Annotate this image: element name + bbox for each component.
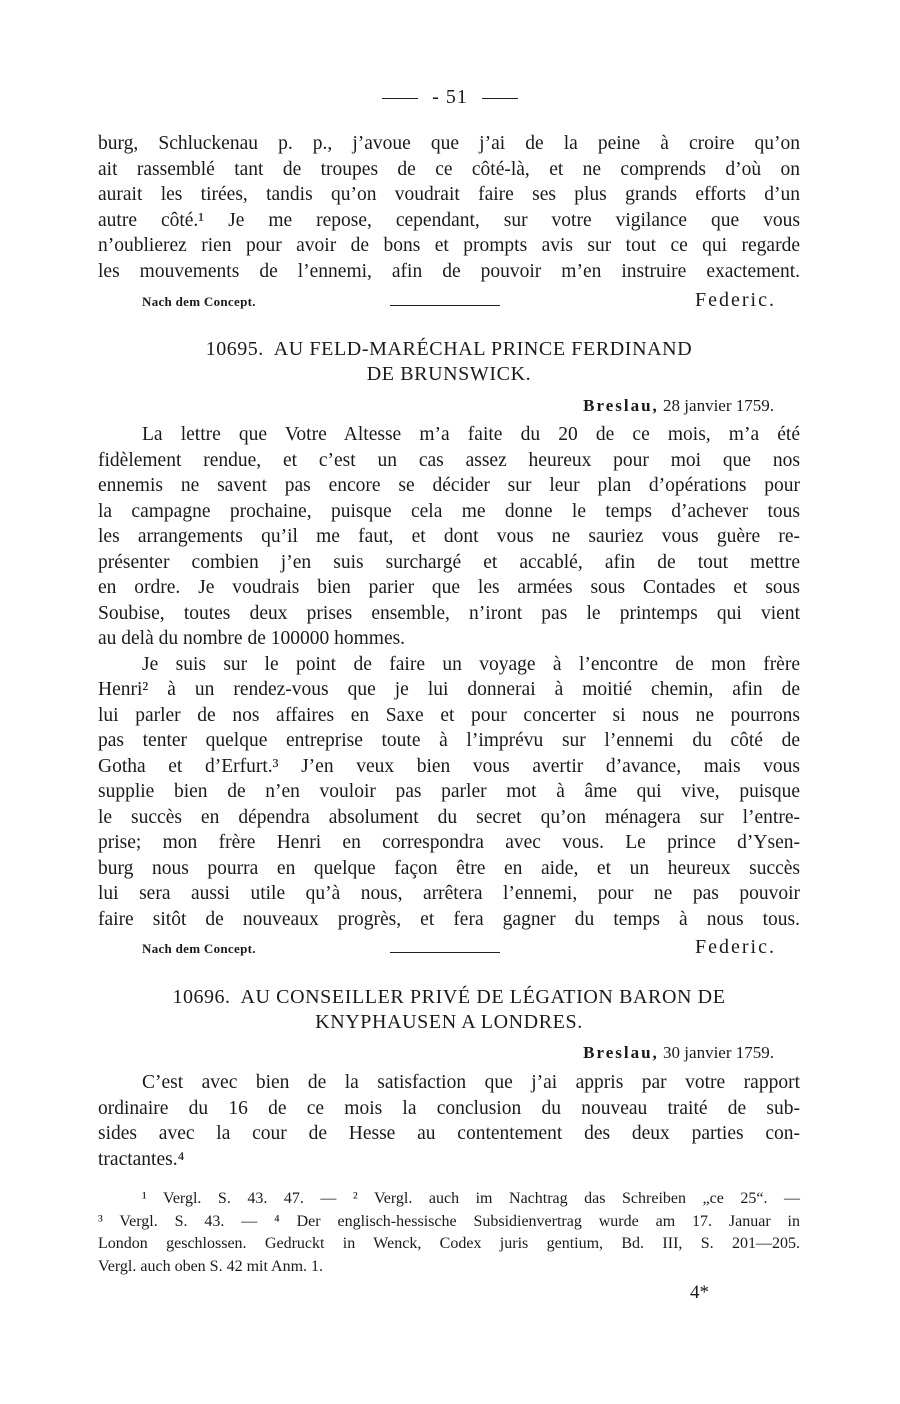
letter-2-title-line-2: DE BRUNSWICK. (366, 363, 532, 385)
text-line: les arrangements qu’il me faut, et dont vous ne sauriez vous guère re- (98, 526, 800, 547)
text-line: faire sitôt de nouveaux progrès, et fera gagner du temps à nous tous. (98, 908, 800, 930)
footnote-line: ¹ Vergl. S. 43. 47. — ² Vergl. auch im Nachtrag das Schreiben „ce 25“. — (142, 1190, 800, 1207)
text-line: Je suis sur le point de faire un voyage à l’encontre de mon frère (142, 653, 800, 675)
letter-1-body (98, 131, 800, 284)
text-line: La lettre que Votre Altesse m’a faite du 20 de ce mois, m’a été (142, 424, 800, 445)
source-note: Nach dem Concept. (142, 294, 256, 309)
letter-2-body (98, 422, 800, 932)
text-line: Gotha et d’Erfurt.³ J’en veux bien vous avertir d’avance, mais vous (98, 755, 800, 777)
page-number: - 51 (432, 86, 468, 108)
text-line: C’est avec bien de la satisfaction que j’ai appris par votre rapport (142, 1072, 800, 1093)
letter-number: 10695. (205, 338, 264, 360)
text-line: Soubise, toutes deux prises ensemble, n’iront pas le printemps qui vient (98, 602, 800, 624)
text-line: ait rassemblé tant de troupes de ce côté-là, et ne comprends d’où on (98, 158, 800, 180)
text-line: burg, Schluckenau p. p., j’avoue que j’ai de la peine à croire qu’on (98, 133, 800, 154)
text-line: aurait les tirées, tandis qu’on voudrait faire ses plus grands efforts d’un (98, 184, 800, 205)
source-note: Nach dem Concept. (142, 941, 256, 956)
text-line: lui parler de nos affaires en Saxe et pour concerter si nous ne pourrons (98, 704, 800, 726)
text-line: autre côté.¹ Je me repose, cependant, sur votre vigilance que vous (98, 209, 800, 231)
text-line: en ordre. Je voudrais bien parier que les armées sous Contades et sous (98, 577, 800, 598)
letter-3-title-line-2: KNYPHAUSEN A LONDRES. (315, 1011, 583, 1033)
letter-date: 30 janvier 1759. (663, 1043, 774, 1062)
letter-2-heading (98, 337, 800, 387)
text-line: supplie bien de n’en vouloir pas parler mot à âme qui vive, puisque (98, 781, 800, 802)
letter-3-heading (98, 985, 800, 1035)
text-line: sides avec la cour de Hesse au contentement des deux parties con- (98, 1123, 800, 1144)
letter-2-title-line-1 (98, 337, 800, 362)
footnotes (98, 1188, 800, 1278)
signature: Federic. (695, 936, 776, 958)
text-line: la campagne prochaine, puisque cela me donne le temps d’achever tous (98, 500, 800, 522)
page-header (0, 86, 900, 109)
place-name: Breslau, (583, 396, 659, 415)
text-line: présenter combien j’en suis surchargé et accablé, afin de tout mettre (98, 551, 800, 573)
text-line: le succès en dépendra absolument du secret qu’on ménagera sur l’entre- (98, 806, 800, 828)
separator-rule (390, 305, 500, 306)
letter-1-closing (142, 286, 776, 312)
signature-mark: 4* (690, 1282, 709, 1303)
text-line: les mouvements de l’ennemi, afin de pouvoir m’en instruire exactement. (98, 260, 800, 282)
header-right-dash (482, 98, 518, 99)
text-line: ennemis ne savent pas encore se décider sur leur plan d’opérations pour (98, 475, 800, 496)
text-line: ordinaire du 16 de ce mois la conclusion du nouveau traité de sub- (98, 1097, 800, 1119)
text-line: tractantes.⁴ (98, 1148, 185, 1170)
letter-title: AU CONSEILLER PRIVÉ DE LÉGATION BARON DE (240, 986, 726, 1008)
letter-number: 10696. (172, 986, 231, 1008)
text-line: au delà du nombre de 100000 hommes. (98, 628, 406, 649)
footnote-line: Vergl. auch oben S. 42 mit Anm. 1. (98, 1257, 324, 1275)
letter-2-dateline (583, 396, 774, 416)
separator-rule (390, 952, 500, 953)
header-left-dash (382, 98, 418, 99)
letter-3-title-line-1 (98, 985, 800, 1010)
letter-date: 28 janvier 1759. (663, 396, 774, 415)
text-line: lui sera aussi utile qu’à nous, arrêtera l’ennemi, pour ne pas pouvoir (98, 883, 800, 904)
letter-3-dateline (583, 1043, 774, 1063)
footnote-line: ³ Vergl. S. 43. — ⁴ Der englisch-hessische Subsidienvertrag wurde am 17. Januar in (98, 1212, 800, 1230)
letter-2-closing (142, 933, 776, 959)
place-name: Breslau, (583, 1043, 659, 1062)
footnote-line: London geschlossen. Gedruckt in Wenck, Codex juris gentium, Bd. III, S. 201—205. (98, 1235, 800, 1252)
text-line: fidèlement rendue, et c’est un cas assez heureux pour moi que nos (98, 449, 800, 471)
text-line: burg nous pourra en quelque façon être en aide, et un heureux succès (98, 857, 800, 879)
signature: Federic. (695, 289, 776, 311)
letter-3-body (98, 1070, 800, 1172)
text-line: n’oublierez rien pour avoir de bons et prompts avis sur tout ce qui regarde (98, 235, 800, 256)
text-line: prise; mon frère Henri en correspondra avec vous. Le prince d’Ysen- (98, 832, 800, 853)
text-line: Henri² à un rendez-vous que je lui donnerai à moitié chemin, afin de (98, 679, 800, 700)
letter-title: AU FELD-MARÉCHAL PRINCE FERDINAND (273, 338, 693, 360)
text-line: pas tenter quelque entreprise toute à l’imprévu sur l’ennemi du côté de (98, 730, 800, 751)
